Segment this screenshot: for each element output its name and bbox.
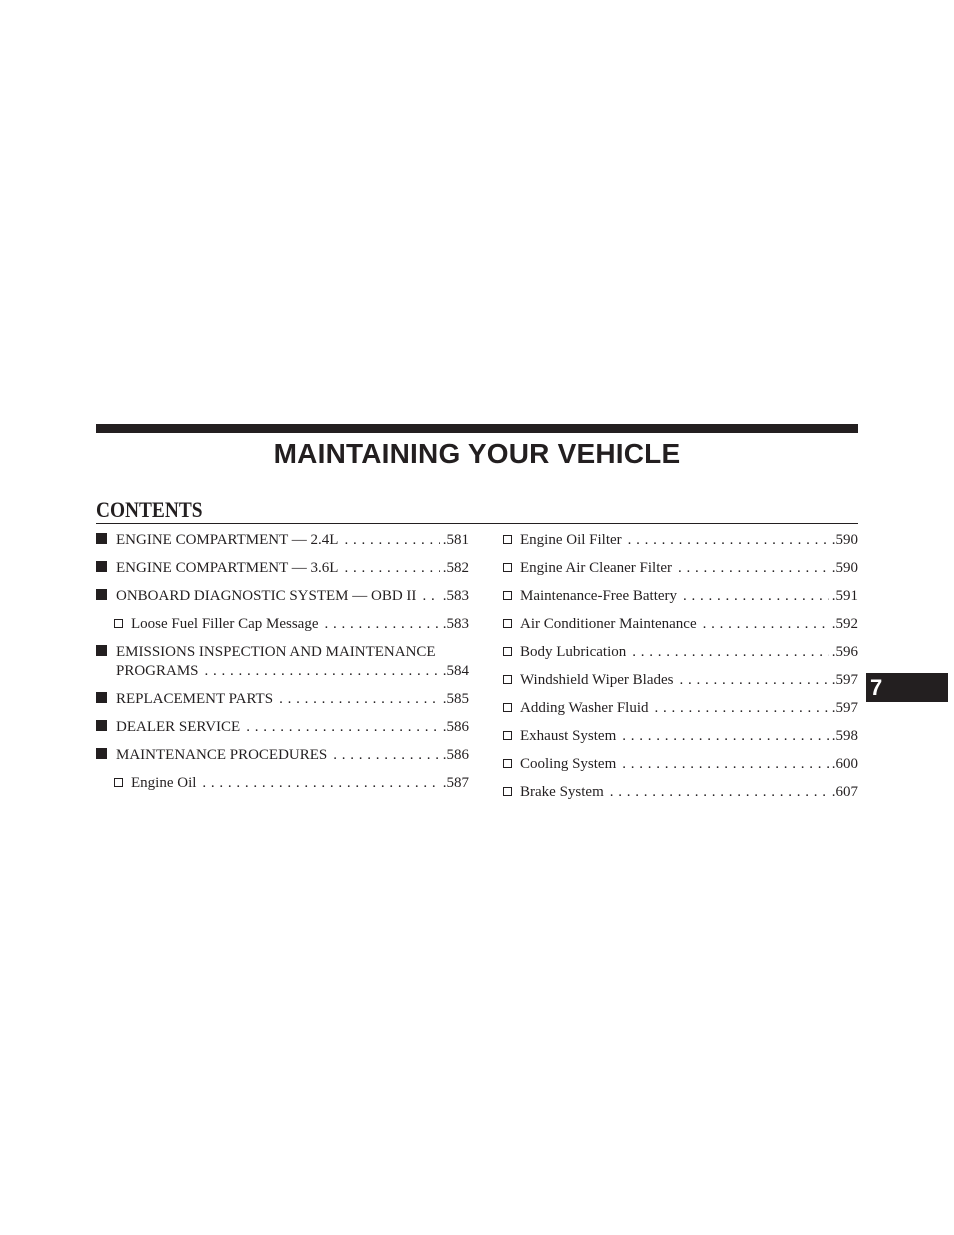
dot-leader xyxy=(205,662,440,681)
toc-entry[interactable] xyxy=(96,689,469,717)
square-bullet-icon xyxy=(96,692,107,703)
toc-entry-page: .581 xyxy=(442,532,469,548)
toc-subentry[interactable] xyxy=(503,614,858,642)
toc-entry-label: ONBOARD DIAGNOSTIC SYSTEM — OBD II xyxy=(116,588,417,604)
toc-subentry[interactable] xyxy=(503,754,858,782)
toc-entry-page: .586 xyxy=(442,719,469,735)
dot-leader xyxy=(202,773,439,793)
chapter-top-rule xyxy=(96,424,858,433)
toc-entry-label: Engine Oil xyxy=(131,775,197,791)
toc-entry-label: Engine Air Cleaner Filter xyxy=(520,560,673,576)
dot-leader xyxy=(333,745,439,765)
open-square-bullet-icon xyxy=(503,591,512,600)
dot-leader xyxy=(678,558,829,578)
open-square-bullet-icon xyxy=(503,731,512,740)
square-bullet-icon xyxy=(96,533,107,544)
open-square-bullet-icon xyxy=(503,535,512,544)
toc-entry-label: Adding Washer Fluid xyxy=(520,700,649,716)
toc-subentry[interactable] xyxy=(503,726,858,754)
dot-leader xyxy=(344,530,439,550)
toc-entry-label: Engine Oil Filter xyxy=(520,532,622,548)
square-bullet-icon xyxy=(96,720,107,731)
toc-entry[interactable] xyxy=(96,530,469,558)
toc-subentry[interactable] xyxy=(503,586,858,614)
square-bullet-icon xyxy=(96,645,107,656)
dot-leader xyxy=(703,614,829,634)
toc-entry[interactable] xyxy=(96,558,469,586)
toc-left-column xyxy=(96,530,469,801)
toc-entry[interactable] xyxy=(96,586,469,614)
toc-entry-page: .597 xyxy=(831,672,858,688)
dot-leader xyxy=(279,689,440,709)
toc-entry-label: Windshield Wiper Blades xyxy=(520,672,674,688)
dot-leader xyxy=(324,614,439,634)
toc-entry-label: Brake System xyxy=(520,784,604,800)
open-square-bullet-icon xyxy=(503,759,512,768)
toc-subentry[interactable] xyxy=(96,614,469,642)
toc-subentry[interactable] xyxy=(503,530,858,558)
toc-entry-page: .600 xyxy=(831,756,858,772)
toc-entry-page: .583 xyxy=(442,588,469,604)
square-bullet-icon xyxy=(96,589,107,600)
toc-subentry[interactable] xyxy=(96,773,469,801)
toc-entry-label: Loose Fuel Filler Cap Message xyxy=(131,616,319,632)
toc-entry-page: .607 xyxy=(831,784,858,800)
toc-entry-page: .590 xyxy=(831,532,858,548)
toc-entry-label-continued: PROGRAMS xyxy=(116,663,199,679)
open-square-bullet-icon xyxy=(503,787,512,796)
open-square-bullet-icon xyxy=(503,703,512,712)
toc-entry-page: .584 xyxy=(442,663,469,679)
toc-entry[interactable] xyxy=(96,745,469,773)
toc-subentry[interactable] xyxy=(503,698,858,726)
open-square-bullet-icon xyxy=(503,675,512,684)
toc-entry[interactable] xyxy=(96,642,469,689)
dot-leader xyxy=(683,586,829,606)
square-bullet-icon xyxy=(96,561,107,572)
dot-leader xyxy=(246,717,440,737)
open-square-bullet-icon xyxy=(503,647,512,656)
dot-leader xyxy=(655,698,829,718)
dot-leader xyxy=(422,586,439,606)
toc-entry-page: .596 xyxy=(831,644,858,660)
toc-subentry[interactable] xyxy=(503,642,858,670)
open-square-bullet-icon xyxy=(503,619,512,628)
toc-entry-page: .592 xyxy=(831,616,858,632)
contents-rule xyxy=(96,523,858,524)
toc-entry-label: Exhaust System xyxy=(520,728,617,744)
dot-leader xyxy=(622,726,829,746)
dot-leader xyxy=(622,754,828,774)
toc-right-column xyxy=(503,530,858,810)
toc-entry-page: .591 xyxy=(831,588,858,604)
chapter-title: MAINTAINING YOUR VEHICLE xyxy=(273,438,681,469)
toc-subentry[interactable] xyxy=(503,670,858,698)
toc-entry-label: ENGINE COMPARTMENT — 3.6L xyxy=(116,560,339,576)
toc-entry-page: .586 xyxy=(442,747,469,763)
toc-entry-page: .585 xyxy=(442,691,469,707)
toc-entry-page: .590 xyxy=(831,560,858,576)
contents-heading: CONTENTS xyxy=(96,497,203,522)
toc-entry-page: .597 xyxy=(831,700,858,716)
toc-subentry[interactable] xyxy=(503,558,858,586)
toc-entry-label: DEALER SERVICE xyxy=(116,719,241,735)
toc-entry-label: MAINTENANCE PROCEDURES xyxy=(116,747,328,763)
dot-leader xyxy=(680,670,829,690)
toc-subentry[interactable] xyxy=(503,782,858,810)
open-square-bullet-icon xyxy=(114,619,123,628)
dot-leader xyxy=(610,782,829,802)
toc-entry-page: .583 xyxy=(442,616,469,632)
toc-entry-page: .582 xyxy=(442,560,469,576)
toc-entry-label: ENGINE COMPARTMENT — 2.4L xyxy=(116,532,339,548)
open-square-bullet-icon xyxy=(114,778,123,787)
toc-entry-label: Body Lubrication xyxy=(520,644,627,660)
toc-entry[interactable] xyxy=(96,717,469,745)
toc-entry-label: Cooling System xyxy=(520,756,617,772)
toc-entry-page: .598 xyxy=(831,728,858,744)
open-square-bullet-icon xyxy=(503,563,512,572)
toc-entry-label: Maintenance-Free Battery xyxy=(520,588,678,604)
chapter-thumb-tab: 7 xyxy=(866,673,948,702)
toc-entry-label: Air Conditioner Maintenance xyxy=(520,616,697,632)
toc-entry-label: REPLACEMENT PARTS xyxy=(116,691,274,707)
square-bullet-icon xyxy=(96,748,107,759)
dot-leader xyxy=(628,530,829,550)
dot-leader xyxy=(632,642,829,662)
dot-leader xyxy=(344,558,439,578)
toc-entry-label: EMISSIONS INSPECTION AND MAINTENANCE xyxy=(116,644,436,660)
toc-entry-page: .587 xyxy=(442,775,469,791)
